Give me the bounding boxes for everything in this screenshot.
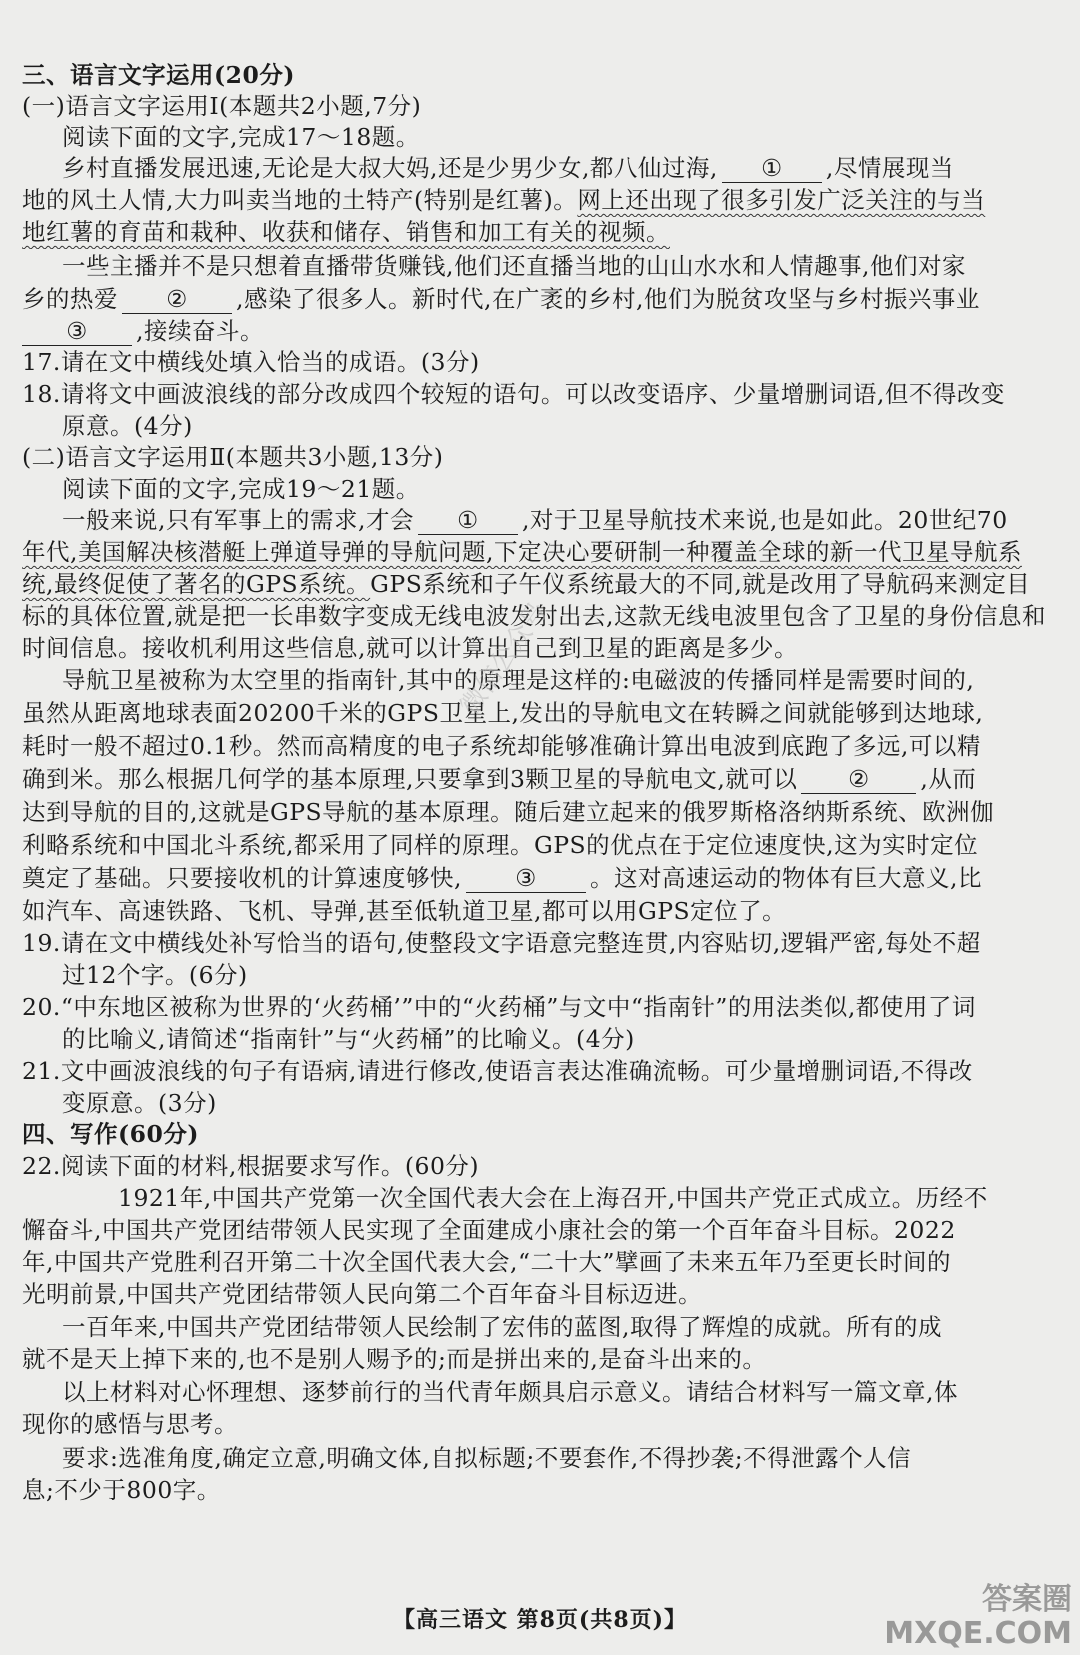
reading-instruction-1: 阅读下面的文字,完成17～18题。 xyxy=(62,123,420,151)
passage7-line2: 现你的感悟与思考。 xyxy=(22,1410,238,1438)
question-18-line2: 原意。(4分) xyxy=(62,412,193,440)
passage5-line2: 懈奋斗,中国共产党团结带领人民实现了全面建成小康社会的第一个百年奋斗目标。2022 xyxy=(22,1216,956,1244)
question-20-line2: 的比喻义,请简述“指南针”与“火药桶”的比喻义。(4分) xyxy=(62,1025,635,1053)
question-22: 22.阅读下面的材料,根据要求写作。(60分) xyxy=(22,1152,480,1180)
passage1-line1: 乡村直播发展迅速,无论是大叔大妈,还是少男少女,都八仙过海, ① ,尽情展现当 xyxy=(62,154,954,182)
wavy-underlined-text: 年代,美国解决核潜艇上弹道导弹的导航问题,下定决心要研制一种覆盖全球的新一代卫星导航系 xyxy=(22,538,1022,566)
section-four-title: 四、写作(60分) xyxy=(22,1120,199,1148)
passage3-line1: 一般来说,只有军事上的需求,才会 ① ,对于卫星导航技术来说,也是如此。20世纪70 xyxy=(62,506,1008,534)
passage6-line2: 就不是天上掉下来的,也不是别人赐予的;而是拼出来的,是奋斗出来的。 xyxy=(22,1345,767,1373)
watermark-url: MXQE.COM xyxy=(884,1616,1072,1651)
passage4-line6: 利略系统和中国北斗系统,都采用了同样的原理。GPS的优点在于定位速度快,这为实时定位 xyxy=(22,831,979,859)
passage5-line1: 1921年,中国共产党第一次全国代表大会在上海召开,中国共产党正式成立。历经不 xyxy=(118,1184,988,1212)
wavy-underlined-text: 网上还出现了很多引发广泛关注的与当 xyxy=(577,186,986,214)
passage3-line2 xyxy=(22,535,1050,569)
blank-1: ① xyxy=(418,506,518,535)
passage4-line4: 确到米。那么根据几何学的基本原理,只要拿到3颗卫星的导航电文,就可以 ② ,从而 xyxy=(22,765,977,793)
reading-instruction-2: 阅读下面的文字,完成19～21题。 xyxy=(62,475,420,503)
passage3-line5: 时间信息。接收机利用这些信息,就可以计算出自己到卫星的距离是多少。 xyxy=(22,634,798,662)
wavy-underlined-text: 地红薯的育苗和栽种、收获和储存、销售和加工有关的视频。 xyxy=(22,218,670,246)
question-17: 17.请在文中横线处填入恰当的成语。(3分) xyxy=(22,348,480,376)
site-watermark xyxy=(884,1583,1072,1651)
passage2-line2: 乡的热爱 ② ,感染了很多人。新时代,在广袤的乡村,他们为脱贫攻坚与乡村振兴事业 xyxy=(22,285,980,313)
blank-1: ① xyxy=(722,154,822,183)
subsection-two-title: (二)语言文字运用Ⅱ(本题共3小题,13分) xyxy=(22,443,444,471)
passage4-line1: 导航卫星被称为太空里的指南针,其中的原理是这样的:电磁波的传播同样是需要时间的, xyxy=(62,666,975,694)
question-19-line2: 过12个字。(6分) xyxy=(62,961,248,989)
passage6-line1: 一百年来,中国共产党团结带领人民绘制了宏伟的蓝图,取得了辉煌的成就。所有的成 xyxy=(62,1313,942,1341)
question-19-line1: 19.请在文中横线处补写恰当的语句,使整段文字语意完整连贯,内容贴切,逻辑严密,每处不超 xyxy=(22,929,981,957)
requirements-line1: 要求:选准角度,确定立意,明确文体,自拟标题;不要套作,不得抄袭;不得泄露个人信 xyxy=(62,1444,912,1472)
page-footer: 【高三语文 第8页(共8页)】 xyxy=(392,1607,688,1633)
passage4-line8: 如汽车、高速铁路、飞机、导弹,甚至低轨道卫星,都可以用GPS定位了。 xyxy=(22,897,787,925)
faint-watermark: 微信公众号 xyxy=(454,596,555,721)
passage7-line1: 以上材料对心怀理想、逐梦前行的当代青年颇具启示意义。请结合材料写一篇文章,体 xyxy=(62,1378,958,1406)
section-three-title: 三、语言文字运用(20分) xyxy=(22,61,295,89)
passage3-line3: 统,最终促使了著名的GPS系统。GPS系统和子午仪系统最大的不同,就是改用了导航码来测定目 xyxy=(22,570,1031,598)
question-21-line2: 变原意。(3分) xyxy=(62,1089,217,1117)
passage2-line1: 一些主播并不是只想着直播带货赚钱,他们还直播当地的山山水水和人情趣事,他们对家 xyxy=(62,252,966,280)
passage4-line3: 耗时一般不超过0.1秒。然而高精度的电子系统却能够准确计算出电波到底跑了多远,可以精 xyxy=(22,732,981,760)
passage4-line5: 达到导航的目的,这就是GPS导航的基本原理。随后建立起来的俄罗斯格洛纳斯系统、欧洲伽 xyxy=(22,798,995,826)
subsection-one-title: (一)语言文字运用Ⅰ(本题共2小题,7分) xyxy=(22,92,422,120)
passage3-line4: 标的具体位置,就是把一长串数字变成无线电波发射出去,这款无线电波里包含了卫星的身份信息和 xyxy=(22,602,1046,630)
watermark-logo-text: 答案圈 xyxy=(982,1582,1072,1617)
passage4-line2: 虽然从距离地球表面20200千米的GPS卫星上,发出的导航电文在转瞬之间就能够到达地球, xyxy=(22,699,984,727)
question-21-line1: 21.文中画波浪线的句子有语病,请进行修改,使语言表达准确流畅。可少量增删词语,不得改 xyxy=(22,1057,973,1085)
wavy-underlined-text: 统,最终促使了著名的GPS系统。 xyxy=(22,570,371,598)
blank-2: ② xyxy=(122,285,232,314)
requirements-line2: 息;不少于800字。 xyxy=(22,1476,221,1504)
question-20-line1: 20.“中东地区被称为世界的‘火药桶’”中的“火药桶”与文中“指南针”的用法类似,都使用了词 xyxy=(22,993,976,1021)
passage5-line3: 年,中国共产党胜利召开第二十次全国代表大会,“二十大”擘画了未来五年乃至更长时间的 xyxy=(22,1248,951,1276)
passage4-line7: 奠定了基础。只要接收机的计算速度够快, ③ 。这对高速运动的物体有巨大意义,比 xyxy=(22,864,982,892)
passage5-line4: 光明前景,中国共产党团结带领人民向第二个百年奋斗目标迈进。 xyxy=(22,1280,702,1308)
passage1-line2: 地的风土人情,大力叫卖当地的土特产(特别是红薯)。网上还出现了很多引发广泛关注的与当 xyxy=(22,186,986,214)
blank-3: ③ xyxy=(22,317,132,346)
passage2-line3: ③ ,接续奋斗。 xyxy=(22,314,1050,348)
blank-3: ③ xyxy=(466,864,586,893)
passage1-line3 xyxy=(22,215,1050,249)
blank-2: ② xyxy=(801,765,916,794)
question-18-line1: 18.请将文中画波浪线的部分改成四个较短的语句。可以改变语序、少量增删词语,但不得改变 xyxy=(22,380,1005,408)
